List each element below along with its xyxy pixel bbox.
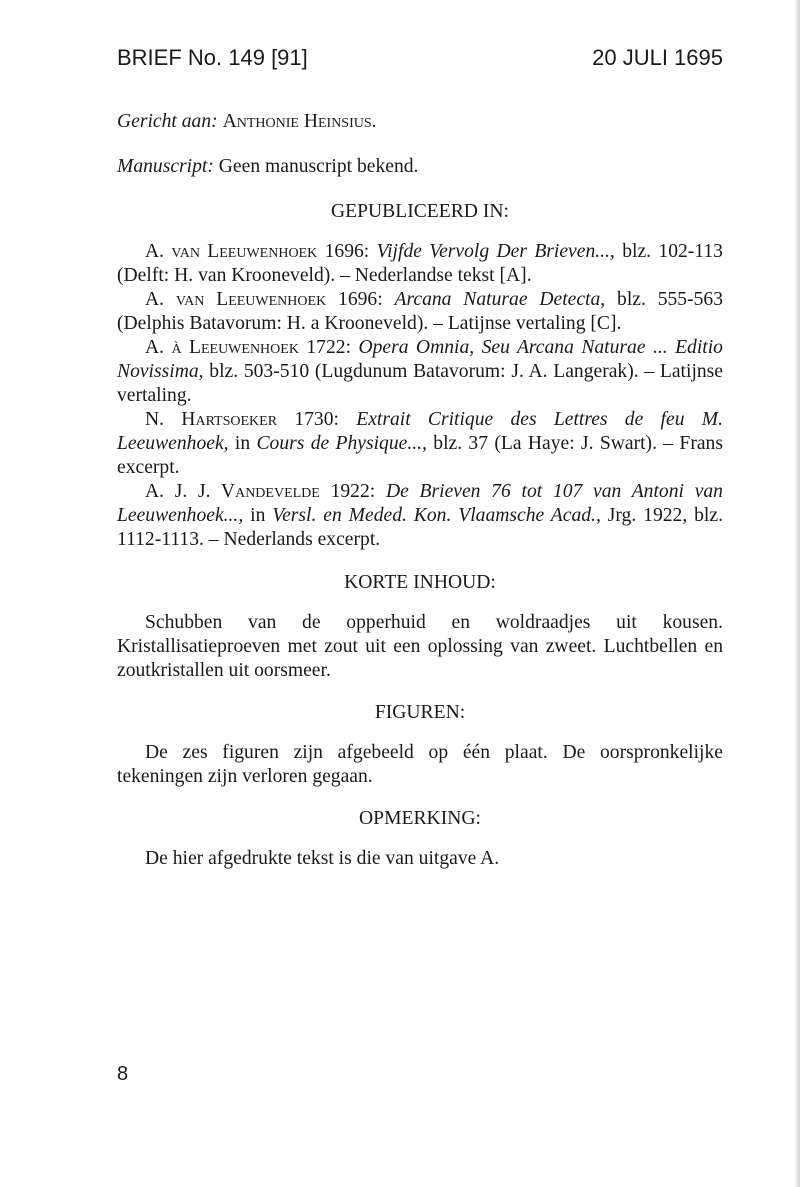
publication-list <box>117 240 723 552</box>
entry-author: A. van Leeuwenhoek <box>145 289 327 310</box>
entry-details: blz. 555-563 (Delphis Batavorum: H. a Krooneveld). – Latijnse vertaling [C]. <box>117 289 724 334</box>
manuscript-label: Manuscript: <box>117 156 214 177</box>
entry-year: 1722: <box>306 337 352 358</box>
entry-author: A. J. J. Vandevelde <box>145 481 320 502</box>
published-heading: GEPUBLICEERD IN: <box>331 201 509 222</box>
entry-details: blz. 37 (La Haye: J. Swart). – Frans excerpt. <box>117 433 723 478</box>
entry-title: Arcana Naturae Detecta, <box>394 289 606 310</box>
entry-year: 1730: <box>294 409 339 430</box>
entry-title: Vijfde Vervolg Der Brieven..., <box>376 241 615 262</box>
entry-details: Jrg. 1922, blz. 1112-1113. – Nederlands excerpt. <box>117 505 723 550</box>
summary-text: Schubben van de opperhuid en woldraadjes uit kousen. Kristallisatieproeven met zout uit een oplossing van zweet. Luchtbellen en zoutkristallen uit oorsmeer. <box>117 612 723 681</box>
publication-entry <box>117 408 723 480</box>
publication-entry <box>117 288 723 336</box>
entry-title: Opera Omnia, Seu Arcana Naturae ... Editio Novissima, <box>117 337 723 382</box>
entry-connector: in <box>250 505 266 526</box>
summary-heading: KORTE INHOUD: <box>344 572 496 593</box>
publication-entry <box>117 336 723 408</box>
addressee-value: Anthonie Heinsius. <box>222 111 377 132</box>
entry-author: N. Hartsoeker <box>145 409 278 430</box>
figures-heading: FIGUREN: <box>374 702 466 723</box>
entry-year: 1922: <box>330 481 376 502</box>
manuscript-line <box>117 155 723 179</box>
manuscript-value: Geen manuscript bekend. <box>218 156 419 177</box>
remark-heading: OPMERKING: <box>359 808 481 829</box>
entry-year: 1696: <box>338 289 383 310</box>
entry-title-secondary: Versl. en Meded. Kon. Vlaamsche Acad., <box>272 505 601 526</box>
document-page <box>117 44 723 889</box>
entry-details: blz. 503-510 (Lugdunum Batavorum: J. A. Langerak). – Latijnse vertaling. <box>117 361 724 406</box>
addressee-line <box>117 110 723 134</box>
page-edge-shadow <box>794 0 800 1187</box>
figures-text: De zes figuren zijn afgebeeld op één plaat. De oorspronkelijke tekeningen zijn verloren gegaan. <box>117 742 723 787</box>
header-date: 20 JULI 1695 <box>592 45 723 70</box>
addressee-label: Gericht aan: <box>117 111 218 132</box>
remark-text: De hier afgedrukte tekst is die van uitgave A. <box>145 848 500 869</box>
header-letter-number: BRIEF No. 149 [91] <box>117 45 308 70</box>
entry-details: blz. 102-113 (Delft: H. van Krooneveld). – Nederlandse tekst [A]. <box>117 241 723 286</box>
publication-entry <box>117 240 723 288</box>
entry-title: Extrait Critique des Lettres de feu M. Leeuwenhoek, <box>117 409 723 454</box>
entry-author: A. van Leeuwenhoek <box>145 241 318 262</box>
entry-title-secondary: Cours de Physique..., <box>256 433 427 454</box>
entry-title: De Brieven 76 tot 107 van Antoni van Leeuwenhoek..., <box>117 481 723 526</box>
publication-entry <box>117 480 723 552</box>
entry-author: A. à Leeuwenhoek <box>145 337 299 358</box>
running-header <box>117 44 723 72</box>
page-number: 8 <box>117 1063 129 1085</box>
entry-year: 1696: <box>324 241 370 262</box>
entry-connector: in <box>234 433 251 454</box>
